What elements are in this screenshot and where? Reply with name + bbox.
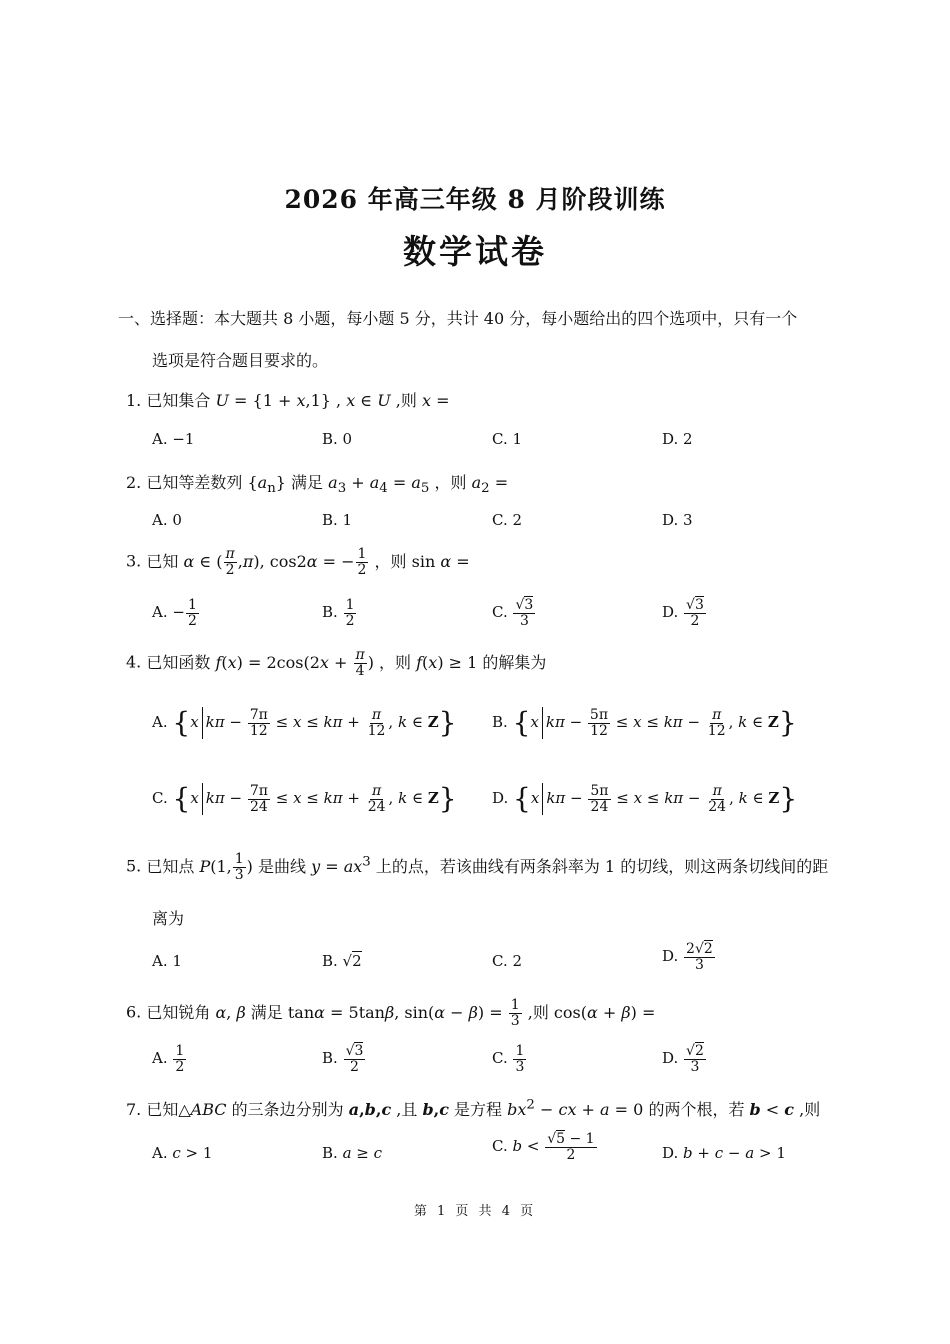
question-7-option-a: A. c > 1 [152,1144,213,1162]
question-5-option-a: A. 1 [152,952,182,970]
question-3-option-a: A. − $\frac{1}{2}$ [152,597,197,629]
question-5-option-c: C. 2 [492,952,523,970]
question-5-option-d: D. $\frac{2√2}{3}$ [662,941,713,973]
question-6-option-b: B. $\frac{√3}{2}$ [322,1043,364,1075]
question-1-option-d: D. 2 [662,430,693,448]
exam-subtitle: 数学试卷 [403,232,547,271]
question-1: 1. 已知集合 U = {1 + x,1} , x ∈ U ,则 x = [126,391,450,410]
question-7-option-b: B. a ≥ c [322,1144,383,1162]
question-6-option-d: D. $\frac{√2}{3}$ [662,1043,704,1075]
question-5-continued: 离为 [152,909,185,928]
question-3-option-c: C. $\frac{√3}{3}$ [492,597,534,629]
question-6-option-c: C. $\frac{1}{3}$ [492,1043,525,1075]
question-6: 6. 已知锐角 α, β 满足 tanα = 5tanβ, sin(α − β) = $\frac{1}{3}$ ,则 cos(α + β) = [126,997,656,1029]
question-4-option-d: D. {x kπ − $\frac{5\pi}{24}$ ≤ x ≤ kπ − $\frac{\pi}{24}$ , k ∈ Z} [492,782,798,815]
page-footer: 第 1 页 共 4 页 [413,1204,537,1219]
question-3: 3. 已知 α ∈ ( $\frac{\pi}{2}$ ,π), cos2α = − $\frac{1}{2}$ ，则 sin α = [126,546,470,578]
question-4-option-c: C. {x kπ − $\frac{7\pi}{24}$ ≤ x ≤ kπ + $\frac{\pi}{24}$ , k ∈ Z} [152,782,457,815]
question-2-option-b: B. 1 [322,511,353,529]
question-4-option-b: B. {x kπ − $\frac{5\pi}{12}$ ≤ x ≤ kπ − $\frac{\pi}{12}$ , k ∈ Z} [492,706,797,739]
question-7-option-d: D. b + c − a > 1 [662,1144,786,1162]
question-4: 4. 已知函数 f(x) = 2cos(2x + $\frac{\pi}{4}$ ) ，则 f(x) ≥ 1 的解集为 [126,647,547,679]
question-3-option-d: D. $\frac{√3}{2}$ [662,597,704,629]
question-6-option-a: A. $\frac{1}{2}$ [152,1043,185,1075]
question-3-option-b: B. $\frac{1}{2}$ [322,597,355,629]
question-7: 7. 已知△ABC 的三条边分别为 a,b,c ,且 b,c 是方程 $bx^2$ − cx + a = 0 的两个根，若 b < c ,则 [126,1097,821,1119]
question-2-option-d: D. 3 [662,511,693,529]
question-5: 5. 已知点 P(1, $\frac{1}{3}$ ) 是曲线 $y = ax^3$ 上的点，若该曲线有两条斜率为 1 的切线，则这两条切线间的距 [126,851,829,883]
section-heading-line1: 一、选择题：本大题共 8 小题，每小题 5 分，共计 40 分，每小题给出的四个选项中，只有一个 [118,309,798,328]
question-1-option-b: B. 0 [322,430,353,448]
question-2-option-a: A. 0 [152,511,182,529]
section-heading-line2: 选项是符合题目要求的。 [152,351,329,370]
question-1-option-a: A. −1 [152,430,195,448]
question-2: 2. 已知等差数列 $\{a_n\}$ 满足 $a_3 + a_4 = a_5$ ，则 $a_2$ = [126,473,509,497]
exam-title: 2026 年高三年级 8 月阶段训练 [284,185,666,214]
question-4-option-a: A. {x kπ − $\frac{7\pi}{12}$ ≤ x ≤ kπ + $\frac{\pi}{12}$ , k ∈ Z} [152,706,457,739]
question-1-option-c: C. 1 [492,430,523,448]
question-7-option-c: C. b < $\frac{√5 - 1}{2}$ [492,1131,595,1163]
question-2-option-c: C. 2 [492,511,523,529]
question-5-option-b: B. √2 [322,952,362,970]
